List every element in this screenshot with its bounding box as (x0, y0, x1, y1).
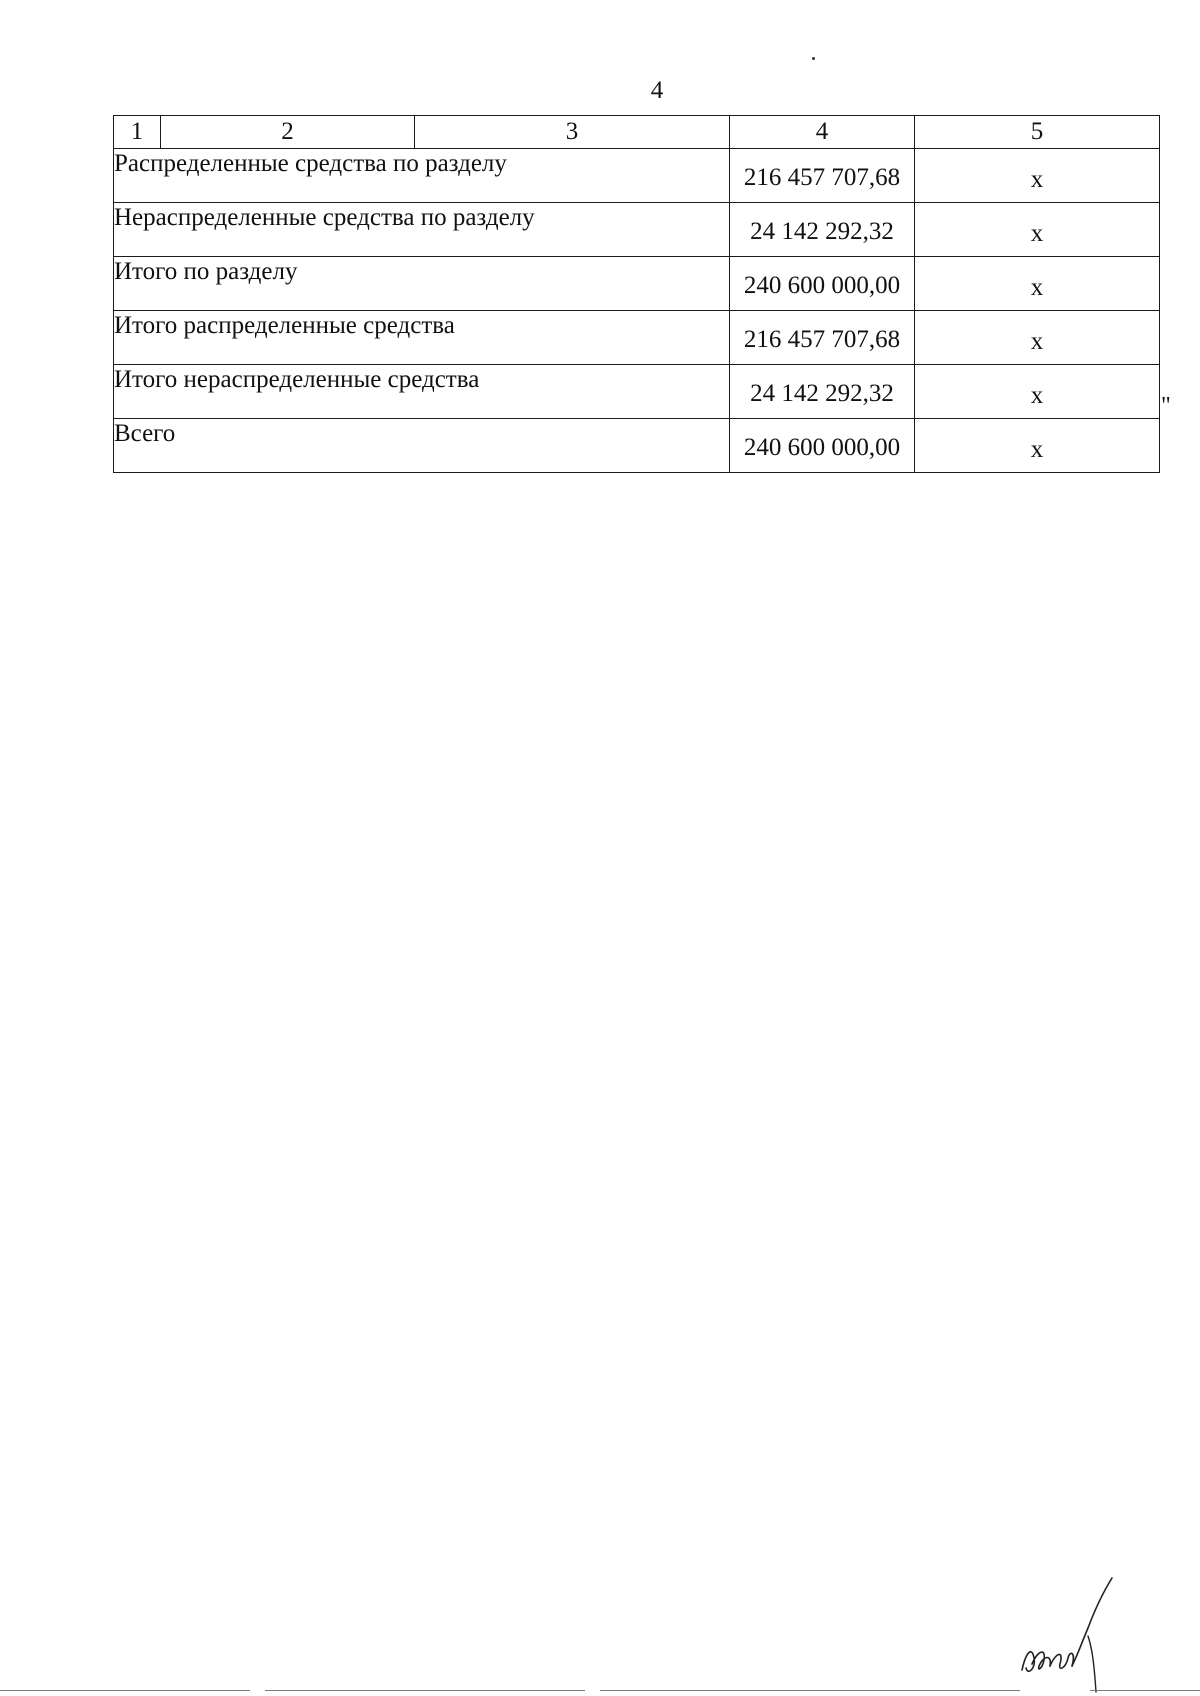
page-number: 4 (650, 77, 664, 104)
row-amount: 240 600 000,00 (730, 419, 915, 473)
row-amount: 24 142 292,32 (730, 365, 915, 419)
budget-table (113, 115, 1160, 473)
row-mark: х (915, 203, 1160, 257)
table-header-row (114, 116, 1160, 149)
row-label: Итого распределенные средства (114, 311, 730, 365)
table-row (114, 311, 1160, 365)
scan-edge-line (600, 1690, 1020, 1691)
table-row (114, 365, 1160, 419)
table-row (114, 149, 1160, 203)
row-amount: 216 457 707,68 (730, 149, 915, 203)
row-label: Распределенные средства по разделу (114, 149, 730, 203)
table-row (114, 257, 1160, 311)
column-number-1: 1 (114, 116, 161, 149)
row-mark: х (915, 419, 1160, 473)
row-amount: 216 457 707,68 (730, 311, 915, 365)
row-amount: 24 142 292,32 (730, 203, 915, 257)
column-number-4: 4 (730, 116, 915, 149)
column-number-5: 5 (915, 116, 1160, 149)
table-row (114, 203, 1160, 257)
row-label: Всего (114, 419, 730, 473)
row-mark: х (915, 149, 1160, 203)
table-row-total (114, 419, 1160, 473)
scan-edge-line (1090, 1690, 1200, 1691)
row-amount: 240 600 000,00 (730, 257, 915, 311)
closing-quote: " (1161, 393, 1171, 419)
row-label: Итого по разделу (114, 257, 730, 311)
row-label: Нераспределенные средства по разделу (114, 203, 730, 257)
row-label: Итого нераспределенные средства (114, 365, 730, 419)
row-mark: х (915, 257, 1160, 311)
column-number-2: 2 (161, 116, 415, 149)
scan-artifact-dot (812, 57, 815, 60)
handwritten-signature-icon (1012, 1572, 1122, 1694)
column-number-3: 3 (415, 116, 730, 149)
scan-edge-line (265, 1690, 585, 1691)
row-mark: х (915, 365, 1160, 419)
row-mark: х (915, 311, 1160, 365)
scan-edge-line (0, 1690, 250, 1691)
